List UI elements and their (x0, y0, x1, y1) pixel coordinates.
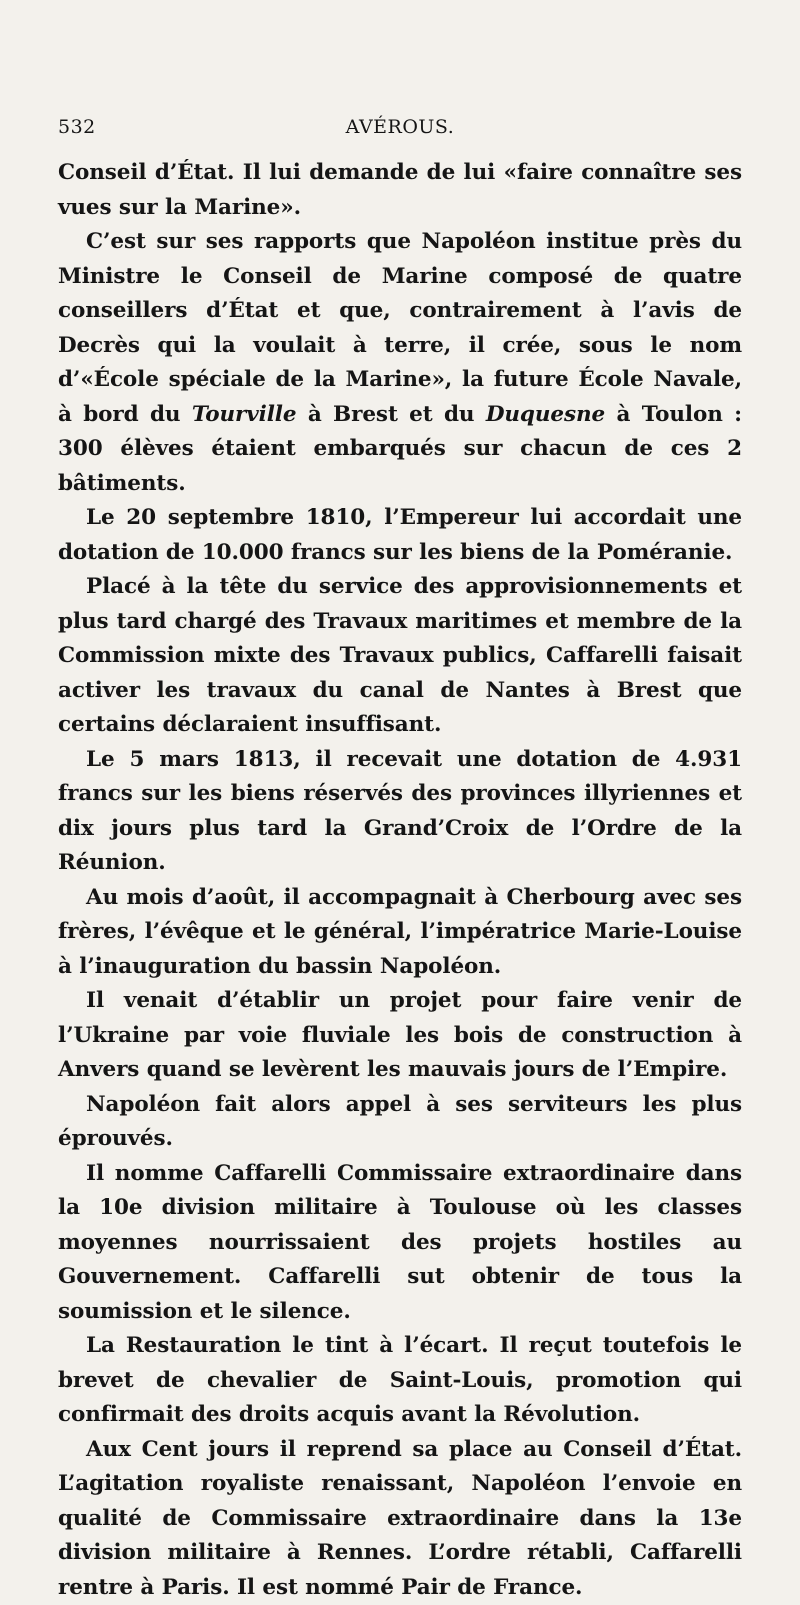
paragraph: Au mois d’août, il accompagnait à Cherbourg avec ses frères, l’évêque et le général, l’impératrice Marie-Louise à l’inauguration du bassin Napoléon. (58, 881, 742, 985)
ship-name-duquesne: Duquesne (486, 402, 605, 427)
paragraph (58, 225, 742, 501)
paragraph: Conseil d’État. Il lui demande de lui «faire connaître ses vues sur la Marine». (58, 156, 742, 225)
page-header (58, 110, 742, 148)
paragraph: Placé à la tête du service des approvisionnements et plus tard chargé des Travaux maritimes et membre de la Commission mixte des Travaux publics, Caffarelli faisait activer les travaux du canal de Nantes à Brest que certains déclaraient insuffisant. (58, 570, 742, 743)
paragraph-text: à Toulon : 300 élèves étaient embarqués sur chacun de ces 2 bâtiments. (58, 402, 742, 496)
paragraph-text: à Brest et du (296, 402, 485, 427)
paragraph: Napoléon fait alors appel à ses serviteurs les plus éprouvés. (58, 1088, 742, 1157)
body-text (58, 156, 742, 1605)
running-head: AVÉROUS. (58, 116, 742, 138)
paragraph: La Restauration le tint à l’écart. Il reçut toutefois le brevet de chevalier de Saint-Louis, promotion qui confirmait des droits acquis avant la Révolution. (58, 1329, 742, 1433)
paragraph: Le 5 mars 1813, il recevait une dotation de 4.931 francs sur les biens réservés des provinces illyriennes et dix jours plus tard la Grand’Croix de l’Ordre de la Réunion. (58, 743, 742, 881)
paragraph: Il venait d’établir un projet pour faire venir de l’Ukraine par voie fluviale les bois de construction à Anvers quand se levèrent les mauvais jours de l’Empire. (58, 984, 742, 1088)
paragraph-text: C’est sur ses rapports que Napoléon institue près du Ministre le Conseil de Marine composé de quatre conseillers d’État et que, contrairement à l’avis de Decrès qui la voulait à terre, il crée, sous le nom d’«École spéciale de la Marine», la future École Navale, à bord du (58, 229, 742, 427)
ship-name-tourville: Tourville (192, 402, 297, 427)
paragraph: Aux Cent jours il reprend sa place au Conseil d’État. L’agitation royaliste renaissant, Napoléon l’envoie en qualité de Commissaire extraordinaire dans la 13e division militaire à Rennes. L’ordre rétabli, Caffarelli rentre à Paris. Il est nommé Pair de France. (58, 1433, 742, 1605)
paragraph: Il nomme Caffarelli Commissaire extraordinaire dans la 10e division militaire à Toulouse où les classes moyennes nourrissaient des projets hostiles au Gouvernement. Caffarelli sut obtenir de tous la soumission et le silence. (58, 1157, 742, 1330)
paragraph: Le 20 septembre 1810, l’Empereur lui accordait une dotation de 10.000 francs sur les biens de la Poméranie. (58, 501, 742, 570)
page-number: 532 (58, 116, 96, 138)
